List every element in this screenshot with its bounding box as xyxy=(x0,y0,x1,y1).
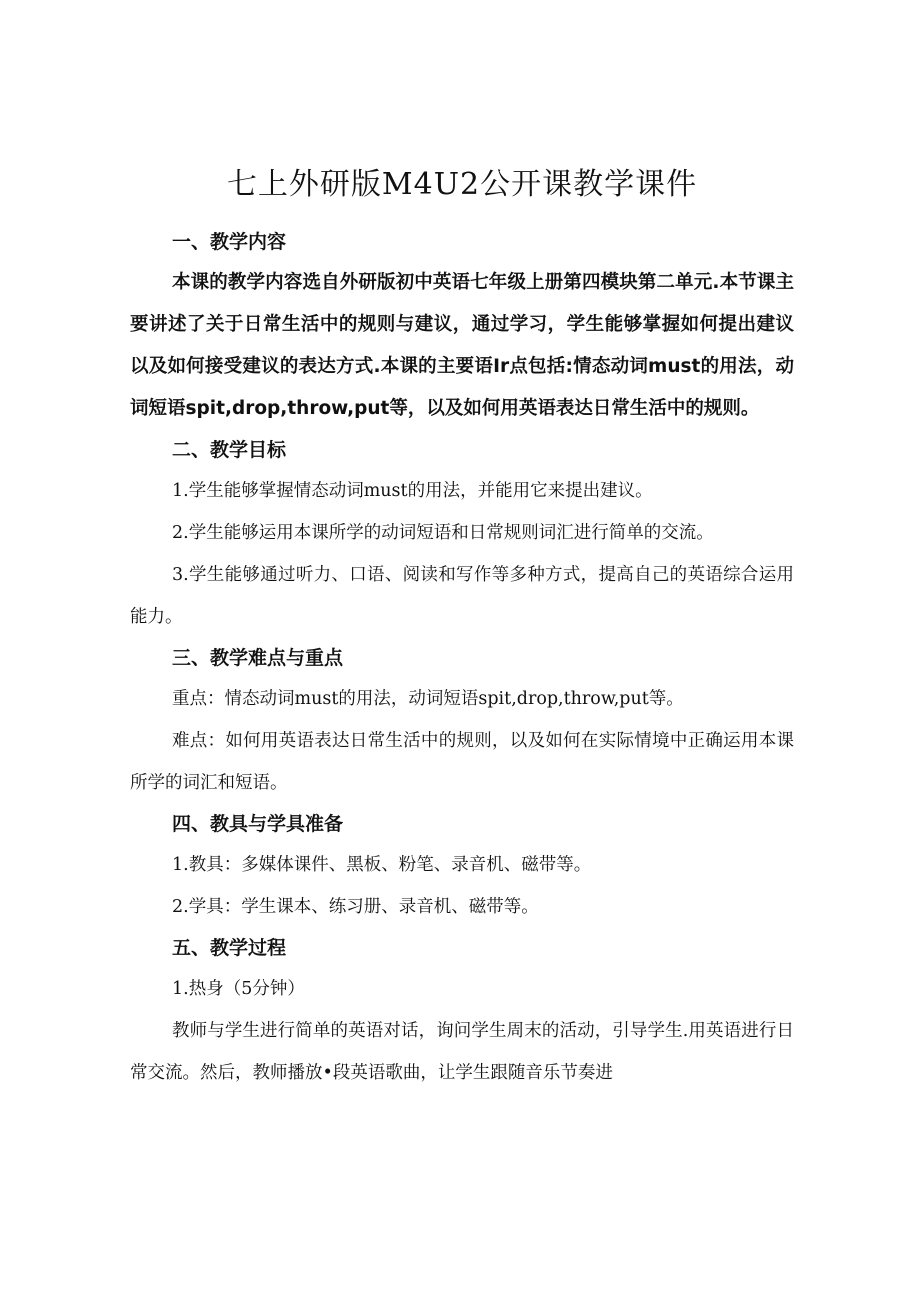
section-paragraph: 1.热身（5分钟） xyxy=(172,979,305,999)
section-heading: 五、教学过程 xyxy=(172,937,287,959)
document-page xyxy=(130,160,794,1094)
section-paragraph: 难点：如何用英语表达日常生活中的规则，以及如何在实际情境中正确运用本课所学的词汇和短语。 xyxy=(130,731,794,793)
section-heading: 二、教学目标 xyxy=(172,439,287,461)
section-paragraph: 教师与学生进行简单的英语对话，询问学生周末的活动，引导学生.用英语进行日常交流。然后，教师播放•段英语歌曲，让学生跟随音乐节奏进 xyxy=(130,1021,794,1083)
section-paragraph: 2.学具：学生课本、练习册、录音机、磁带等。 xyxy=(172,897,539,917)
section-teaching-process xyxy=(130,928,794,1094)
section-teaching-goals xyxy=(130,430,794,638)
section-paragraph: 2.学生能够运用本课所学的动词短语和日常规则词汇进行简单的交流。 xyxy=(172,523,714,543)
section-paragraph: 1.学生能够掌握情态动词must的用法，并能用它来提出建议。 xyxy=(172,481,653,501)
section-heading: 三、教学难点与重点 xyxy=(172,647,344,669)
section-paragraph: 重点：情态动词must的用法，动词短语spit,drop,throw,put等。 xyxy=(172,689,684,709)
section-teaching-aids xyxy=(130,804,794,928)
section-paragraph: 本课的教学内容选自外研版初中英语七年级上册第四模块第二单元.本节课主要讲述了关于日常生活中的规则与建议，通过学习，学生能够掌握如何提出建议以及如何接受建议的表达方式.本课的主要语Ir点包括:情态动词must的用法，动词短语spit,drop,throw,put等，以及如何用英语表达日常生活中的规则。 xyxy=(130,272,794,419)
section-paragraph: 3.学生能够通过听力、口语、阅读和写作等多种方式，提高自己的英语综合运用能力。 xyxy=(130,565,794,627)
section-heading: 四、教具与学具准备 xyxy=(172,813,344,835)
document-title: 七上外研版M4U2公开课教学课件 xyxy=(226,167,698,202)
section-heading: 一、教学内容 xyxy=(172,231,287,253)
section-key-points xyxy=(130,638,794,804)
section-teaching-content xyxy=(130,222,794,430)
section-paragraph: 1.教具：多媒体课件、黑板、粉笔、录音机、磁带等。 xyxy=(172,855,592,875)
